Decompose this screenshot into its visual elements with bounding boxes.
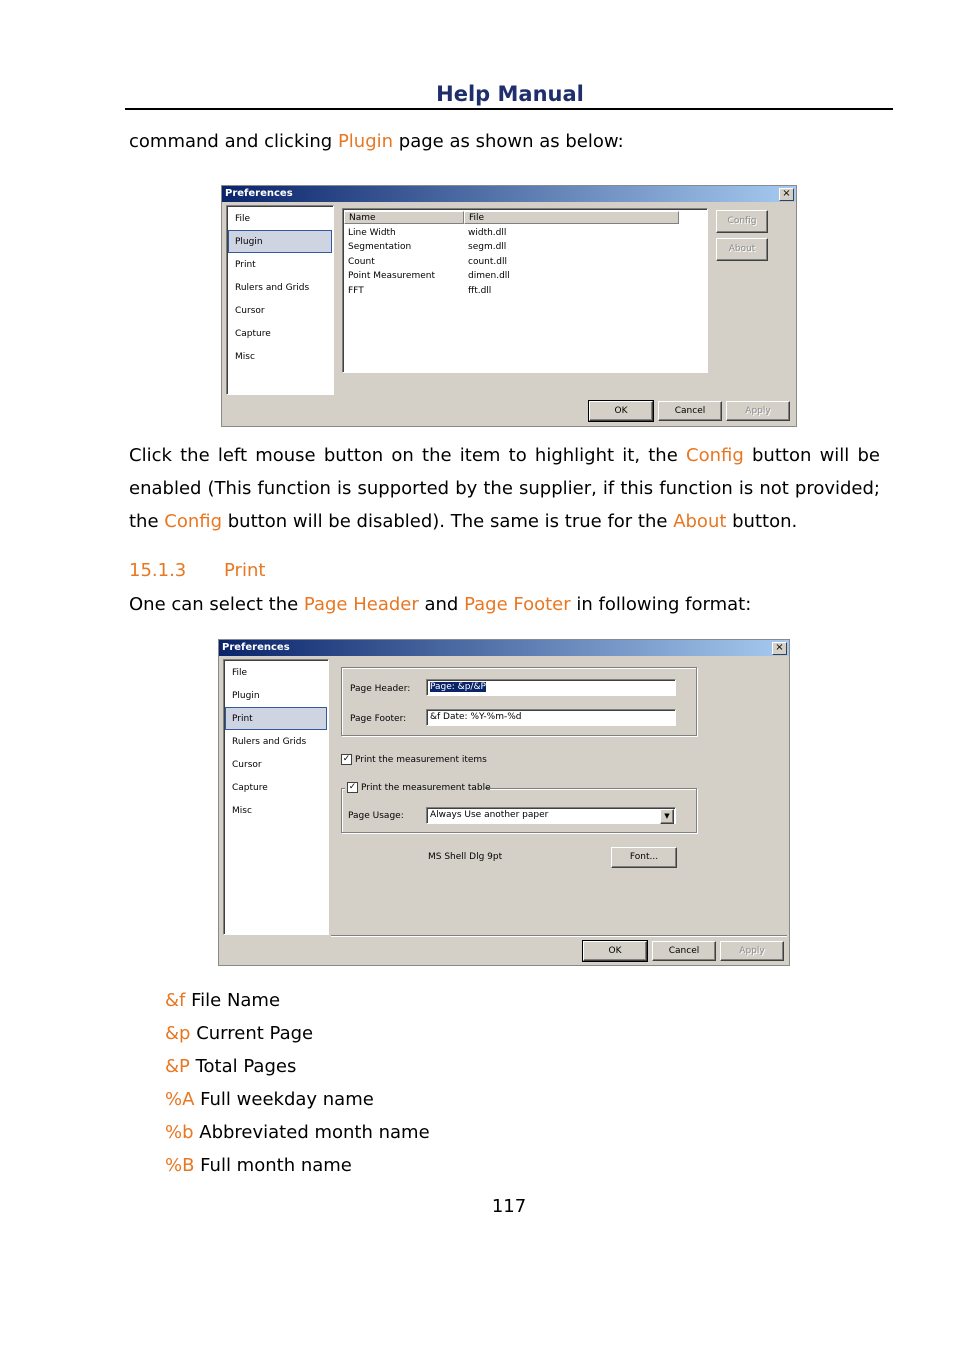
row-file: fft.dll	[468, 286, 492, 296]
category-list	[223, 659, 329, 935]
page-usage-value: Always Use another paper	[430, 810, 549, 820]
section-title: Print	[224, 560, 266, 581]
font-button[interactable]: Font...	[611, 847, 677, 868]
print-paragraph	[129, 588, 880, 621]
category-list	[226, 205, 334, 395]
row-file: dimen.dll	[468, 271, 510, 281]
nav-item-misc[interactable]: Misc	[235, 352, 255, 362]
close-icon[interactable]: ×	[779, 188, 794, 201]
nav-item-misc[interactable]: Misc	[232, 806, 252, 816]
page-header-label: Page Header:	[350, 684, 411, 694]
keyword-about: About	[673, 511, 727, 532]
format-desc: Abbreviated month name	[193, 1122, 430, 1143]
preferences-dialog-print	[218, 639, 790, 966]
print-items-label: Print the measurement items	[355, 755, 487, 765]
nav-item-plugin[interactable]: Plugin	[235, 237, 263, 247]
row-name[interactable]: Segmentation	[348, 242, 412, 252]
page-usage-label: Page Usage:	[348, 811, 404, 821]
config-paragraph	[129, 439, 880, 538]
row-name[interactable]: FFT	[348, 286, 364, 296]
format-code: %A	[165, 1089, 195, 1110]
format-desc: Current Page	[190, 1023, 314, 1044]
nav-item-file[interactable]: File	[232, 668, 248, 678]
column-header-file[interactable]: File	[464, 211, 679, 224]
cancel-button[interactable]: Cancel	[652, 941, 716, 961]
cancel-button[interactable]: Cancel	[658, 401, 722, 421]
intro-text-end: page as shown as below:	[393, 131, 624, 152]
format-code: %B	[165, 1155, 195, 1176]
page-usage-select[interactable]	[426, 807, 676, 824]
format-code: &f	[165, 990, 186, 1011]
column-header-name[interactable]: Name	[344, 211, 464, 224]
keyword-config: Config	[686, 445, 744, 466]
page-header-title: Help Manual	[436, 82, 584, 106]
apply-button[interactable]: Apply	[726, 401, 790, 421]
print-items-checkbox[interactable]: ✓	[342, 754, 351, 764]
para-text: Click the left mouse button on the item to highlight it, the	[129, 445, 687, 466]
para-text: button.	[726, 511, 798, 532]
keyword-page-footer: Page Footer	[464, 594, 571, 615]
nav-item-file[interactable]: File	[235, 214, 251, 224]
format-desc: Full month name	[194, 1155, 352, 1176]
config-button[interactable]: Config	[716, 210, 768, 233]
page-footer-label: Page Footer:	[350, 714, 407, 724]
font-name-label: MS Shell Dlg 9pt	[428, 852, 503, 862]
para-text: button will be disabled). The same is true for the	[222, 511, 674, 532]
keyword-config: Config	[164, 511, 223, 532]
chevron-down-icon[interactable]: ▼	[660, 809, 674, 824]
nav-item-print[interactable]: Print	[235, 260, 256, 270]
bottom-separator	[331, 935, 787, 937]
nav-item-cursor[interactable]: Cursor	[235, 306, 265, 316]
format-code: &P	[165, 1056, 190, 1077]
nav-item-cursor[interactable]: Cursor	[232, 760, 262, 770]
nav-item-capture[interactable]: Capture	[232, 783, 268, 793]
list-item	[165, 1155, 352, 1176]
intro-text: command and clicking	[129, 131, 338, 152]
format-code: %b	[165, 1122, 194, 1143]
row-name[interactable]: Line Width	[348, 228, 396, 238]
nav-item-print[interactable]: Print	[232, 714, 253, 724]
list-item	[165, 1056, 296, 1077]
para-text: in following format:	[570, 594, 752, 615]
page-header-value: Page: &p/&P	[430, 682, 486, 692]
list-item	[165, 990, 280, 1011]
format-code: &p	[165, 1023, 191, 1044]
row-file: segm.dll	[468, 242, 507, 252]
format-desc: File Name	[185, 990, 281, 1011]
ok-button[interactable]: OK	[583, 941, 647, 961]
dialog-title: Preferences	[219, 640, 789, 656]
format-desc: Total Pages	[189, 1056, 297, 1077]
list-item	[165, 1122, 430, 1143]
plugin-list[interactable]	[342, 208, 708, 373]
row-name[interactable]: Count	[348, 257, 375, 267]
ok-button[interactable]: OK	[589, 401, 653, 421]
page-header-input[interactable]	[426, 679, 676, 696]
page-number: 117	[491, 1196, 527, 1217]
dialog-title: Preferences	[222, 186, 796, 202]
row-file: width.dll	[468, 228, 507, 238]
para-text: One can select the	[129, 594, 304, 615]
print-table-checkbox[interactable]: ✓	[348, 782, 357, 792]
para-text: button will be enabled (This function is supported by the supplier, if this function is not provided; the	[129, 445, 880, 532]
list-item	[165, 1023, 313, 1044]
para-text: and	[418, 594, 465, 615]
apply-button[interactable]: Apply	[720, 941, 784, 961]
list-item	[165, 1089, 374, 1110]
header-rule	[125, 108, 893, 110]
nav-item-capture[interactable]: Capture	[235, 329, 271, 339]
row-name[interactable]: Point Measurement	[348, 271, 435, 281]
intro-paragraph	[129, 125, 880, 158]
format-desc: Full weekday name	[194, 1089, 374, 1110]
section-number: 15.1.3	[129, 560, 187, 581]
close-icon[interactable]: ×	[772, 642, 787, 655]
keyword-page-header: Page Header	[303, 594, 419, 615]
nav-item-rulers[interactable]: Rulers and Grids	[235, 283, 310, 293]
preferences-dialog-plugin	[221, 185, 797, 427]
page-footer-input[interactable]: &f Date: %Y-%m-%d	[426, 709, 676, 726]
nav-item-plugin[interactable]: Plugin	[232, 691, 260, 701]
row-file: count.dll	[468, 257, 507, 267]
print-table-label: Print the measurement table	[361, 783, 491, 793]
intro-keyword: Plugin	[337, 131, 394, 152]
nav-item-rulers[interactable]: Rulers and Grids	[232, 737, 307, 747]
about-button[interactable]: About	[716, 238, 768, 261]
